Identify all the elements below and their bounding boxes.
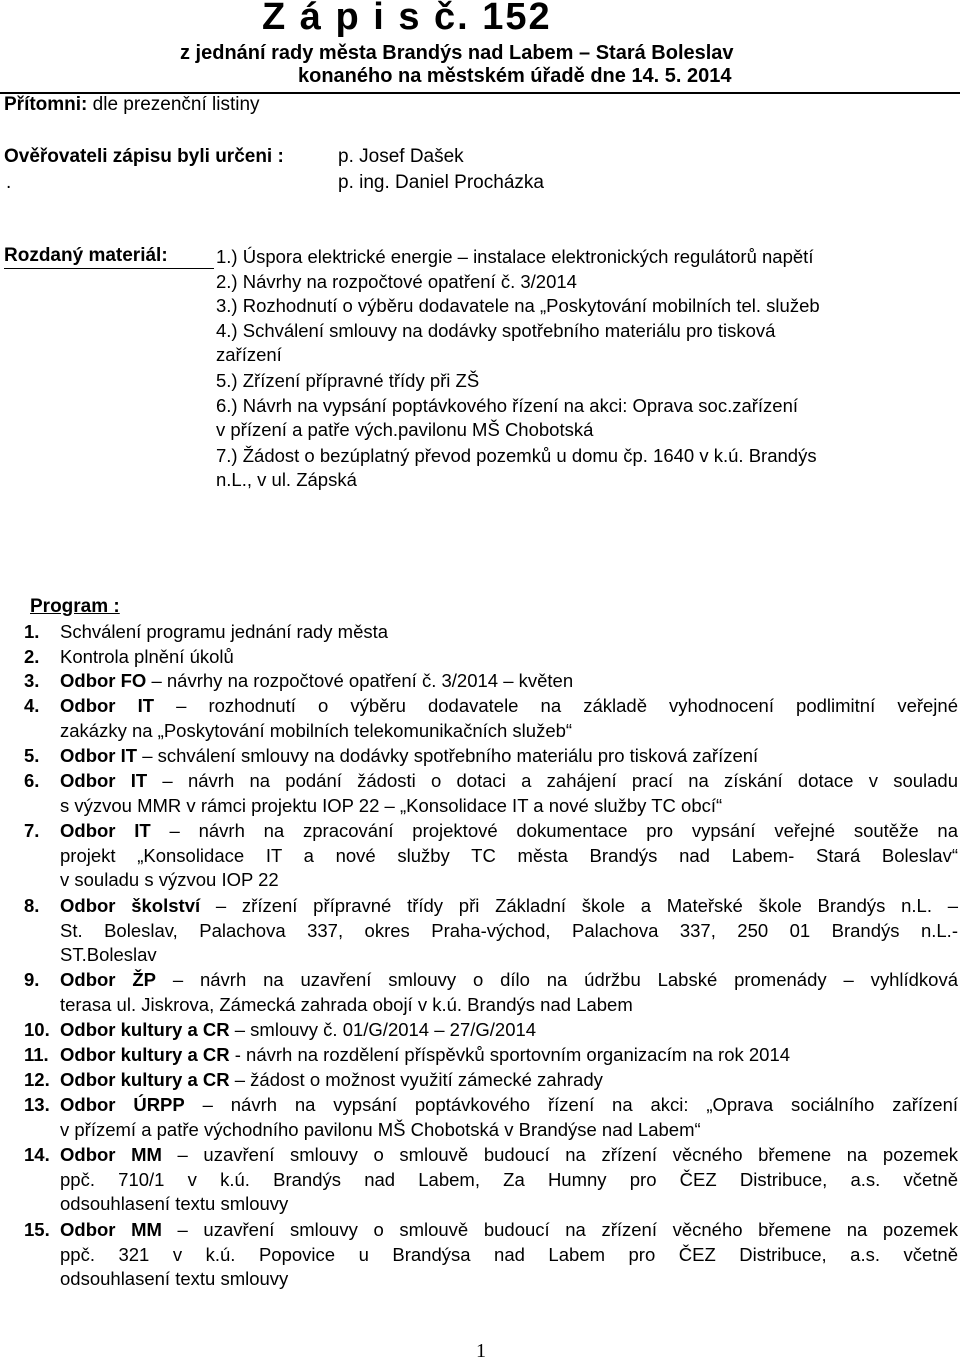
program-item-line [60,1068,958,1093]
program-item-line-text: – návrh na podání žádosti o dotaci a zahájení prací na získání dotace v souladu [147,770,958,791]
program-item-number: 4. [24,695,40,716]
program-item-department: Odbor IT [60,770,148,791]
program-item-line [60,819,958,844]
material-item-line: 1.) Úspora elektrické energie – instalace elektronických regulátorů napětí [216,246,814,267]
program-item-line-text: v přízemí a patře východního pavilonu MŠ Chobotská v Brandýse nad Labem“ [60,1118,701,1140]
program-item-number: 13. [24,1094,50,1115]
program-item-department: Odbor MM [60,1219,162,1240]
program-item-text [60,645,958,670]
materials-label-underline [4,268,214,269]
program-item-line [60,868,958,893]
program-item-line-text: – žádost o možnost využití zámecké zahrady [229,1069,603,1090]
program-item-line-text: - návrh na rozdělení příspěvků sportovním organizacím na rok 2014 [229,1044,791,1065]
program-item-text [60,1043,958,1068]
program-item-line-text: – smlouvy č. 01/G/2014 – 27/G/2014 [229,1019,537,1040]
program-item-number: 5. [24,745,40,766]
program-item-line-text: zakázky na „Poskytování mobilních telekomunikačních služeb“ [60,719,573,741]
program-item-number: 10. [24,1019,50,1040]
verifiers-label: Ověřovateli zápisu byli určeni : [4,146,284,167]
program-item-line-text: Schválení programu jednání rady města [60,621,389,642]
program-item-line-text: – návrh na vypsání poptávkového řízení na akci: „Oprava sociálního zařízení [184,1094,959,1115]
program-item-department: Odbor ÚRPP [60,1094,185,1115]
program-item-department: Odbor kultury a CR [60,1019,230,1040]
program-item-line-text: – návrh na zpracování projektové dokumentace pro vypsání veřejné soutěže na [150,820,958,841]
document-subtitle-meeting: z jednání rady města Brandýs nad Labem – Stará Boleslav [180,42,734,64]
program-item-line [60,968,958,993]
program-item-department: Odbor kultury a CR [60,1069,230,1090]
program-item-line [60,769,958,794]
program-item-number: 1. [24,621,40,642]
document-title: Z á p i s č. 152 [262,0,552,38]
program-item-line-text: – návrh na uzavření smlouvy o dílo na údržbu Labské promenády – vyhlídková [155,969,958,990]
document-subtitle-date: konaného na městském úřadě dne 14. 5. 2014 [298,65,732,87]
program-item-text [60,694,958,743]
program-item-text [60,1018,958,1043]
program-item-line [60,1143,958,1168]
program-heading: Program : [30,596,120,617]
program-item-department: Odbor IT [60,820,151,841]
program-item-line-text: – uzavření smlouvy o smlouvě budoucí na zřízení věcného břemene na pozemek [161,1144,958,1165]
program-item-line [60,1267,958,1292]
program-item-department: Odbor FO [60,670,147,691]
material-item [216,394,798,442]
program-item-line-text: – návrhy na rozpočtové opatření č. 3/2014 – květen [146,670,574,691]
program-item-line [60,1043,958,1068]
program-item-text [60,1143,958,1217]
program-item-line-text: s výzvou MMR v rámci projektu IOP 22 – „Konsolidace IT a nové služby TC obcí“ [60,794,723,816]
program-item-department: Odbor IT [60,745,138,766]
program-item-line-text: ppč. 321 v k.ú. Popovice u Brandýsa nad Labem pro ČEZ Distribuce, a.s. včetně [60,1243,958,1265]
header-divider [0,92,960,94]
program-item-text [60,1068,958,1093]
program-item-line-text: – schválení smlouvy na dodávky spotřebního materiálu pro tisková zařízení [137,745,759,766]
program-item-line-text: ST.Boleslav [60,944,157,966]
program-item-line [60,993,958,1018]
program-item-text [60,620,958,645]
program-item-department: Odbor ŽP [60,969,156,990]
program-item-text [60,769,958,818]
material-item [216,245,813,269]
attendance-line [4,94,260,116]
program-item-line [60,794,958,819]
program-item-number: 12. [24,1069,50,1090]
program-item-line [60,1018,958,1043]
material-item [216,294,820,318]
program-item-line [60,669,958,694]
program-item-line-text: odsouhlasení textu smlouvy [60,1193,289,1215]
program-item-line [60,1168,958,1193]
material-item [216,444,817,492]
verifier-name-1: p. Josef Dašek [338,146,464,167]
program-item-line-text: – rozhodnutí o výběru dodavatele na základě vyhodnocení podlimitní veřejné [154,695,958,716]
material-item-line: 6.) Návrh na vypsání poptávkového řízení na akci: Oprava soc.zařízení [216,395,799,416]
material-item-line: 3.) Rozhodnutí o výběru dodavatele na „Poskytování mobilních tel. služeb [216,295,820,316]
program-item-line [60,1093,958,1118]
program-item-line [60,1118,958,1143]
program-item-line-text: St. Boleslav, Palachova 337, okres Praha-východ, Palachova 337, 250 01 Brandýs n.L.- [60,919,958,941]
material-item-line: 7.) Žádost o bezúplatný převod pozemků u domu čp. 1640 v k.ú. Brandýs [216,445,817,466]
material-item-line: 2.) Návrhy na rozpočtové opatření č. 3/2014 [216,271,577,292]
program-item-text [60,819,958,893]
program-item-number: 8. [24,895,40,916]
program-item-line [60,694,958,719]
program-item-number: 14. [24,1144,50,1165]
program-item-line-text: – uzavření smlouvy o smlouvě budoucí na zřízení věcného břemene na pozemek [161,1219,958,1240]
attendance-label: Přítomni: [4,94,88,115]
program-item-line-text: odsouhlasení textu smlouvy [60,1268,289,1290]
program-item-department: Odbor MM [60,1144,162,1165]
program-item-line-text: projekt „Konsolidace IT a nové služby TC města Brandýs nad Labem- Stará Boleslav“ [60,844,958,866]
page-number: 1 [476,1340,486,1362]
program-item-text [60,669,958,694]
program-item-line [60,919,958,944]
material-item [216,270,577,294]
program-item-department: Odbor školství [60,895,201,916]
materials-label: Rozdaný materiál: [4,245,168,266]
attendance-value: dle prezenční listiny [87,94,260,115]
program-item-line-text: Kontrola plnění úkolů [60,646,234,667]
program-item-line [60,645,958,670]
program-item-text [60,1093,958,1142]
program-item-number: 6. [24,770,40,791]
program-item-number: 9. [24,969,40,990]
material-item [216,319,775,367]
program-item-line [60,719,958,744]
program-item-line [60,943,958,968]
material-item-line: v přízení a patře vých.pavilonu MŠ Chobotská [216,419,594,440]
program-item-line [60,744,958,769]
material-item-line: 4.) Schválení smlouvy na dodávky spotřebního materiálu pro tisková [216,320,776,341]
program-item-line [60,1218,958,1243]
program-item-number: 7. [24,820,40,841]
material-item-line: 5.) Zřízení přípravné třídy při ZŠ [216,370,480,391]
program-item-line [60,1192,958,1217]
program-item-text [60,968,958,1017]
program-item-text [60,1218,958,1292]
material-item-line: n.L., v ul. Zápská [216,469,357,490]
program-item-department: Odbor kultury a CR [60,1044,230,1065]
program-item-line-text: v souladu s výzvou IOP 22 [60,869,279,891]
material-item-line: zařízení [216,344,282,365]
program-item-department: Odbor IT [60,695,155,716]
verifier-name-2: p. ing. Daniel Procházka [338,172,544,193]
program-item-number: 2. [24,646,40,667]
material-item [216,369,479,393]
verifier-dot: . [6,172,12,193]
program-item-line [60,1243,958,1268]
program-item-text [60,894,958,968]
program-item-number: 11. [24,1044,49,1065]
program-item-number: 15. [24,1219,50,1240]
program-item-line-text: ppč. 710/1 v k.ú. Brandýs nad Labem, Za Humny pro ČEZ Distribuce, a.s. včetně [60,1168,958,1190]
program-item-line [60,620,958,645]
program-item-line [60,844,958,869]
program-item-line-text: terasa ul. Jiskrova, Zámecká zahrada obojí v k.ú. Brandýs nad Labem [60,993,633,1015]
program-item-text [60,744,958,769]
program-item-line-text: – zřízení přípravné třídy při Základní škole a Mateřské škole Brandýs n.L. – [200,895,959,916]
program-item-number: 3. [24,670,40,691]
program-item-line [60,894,958,919]
